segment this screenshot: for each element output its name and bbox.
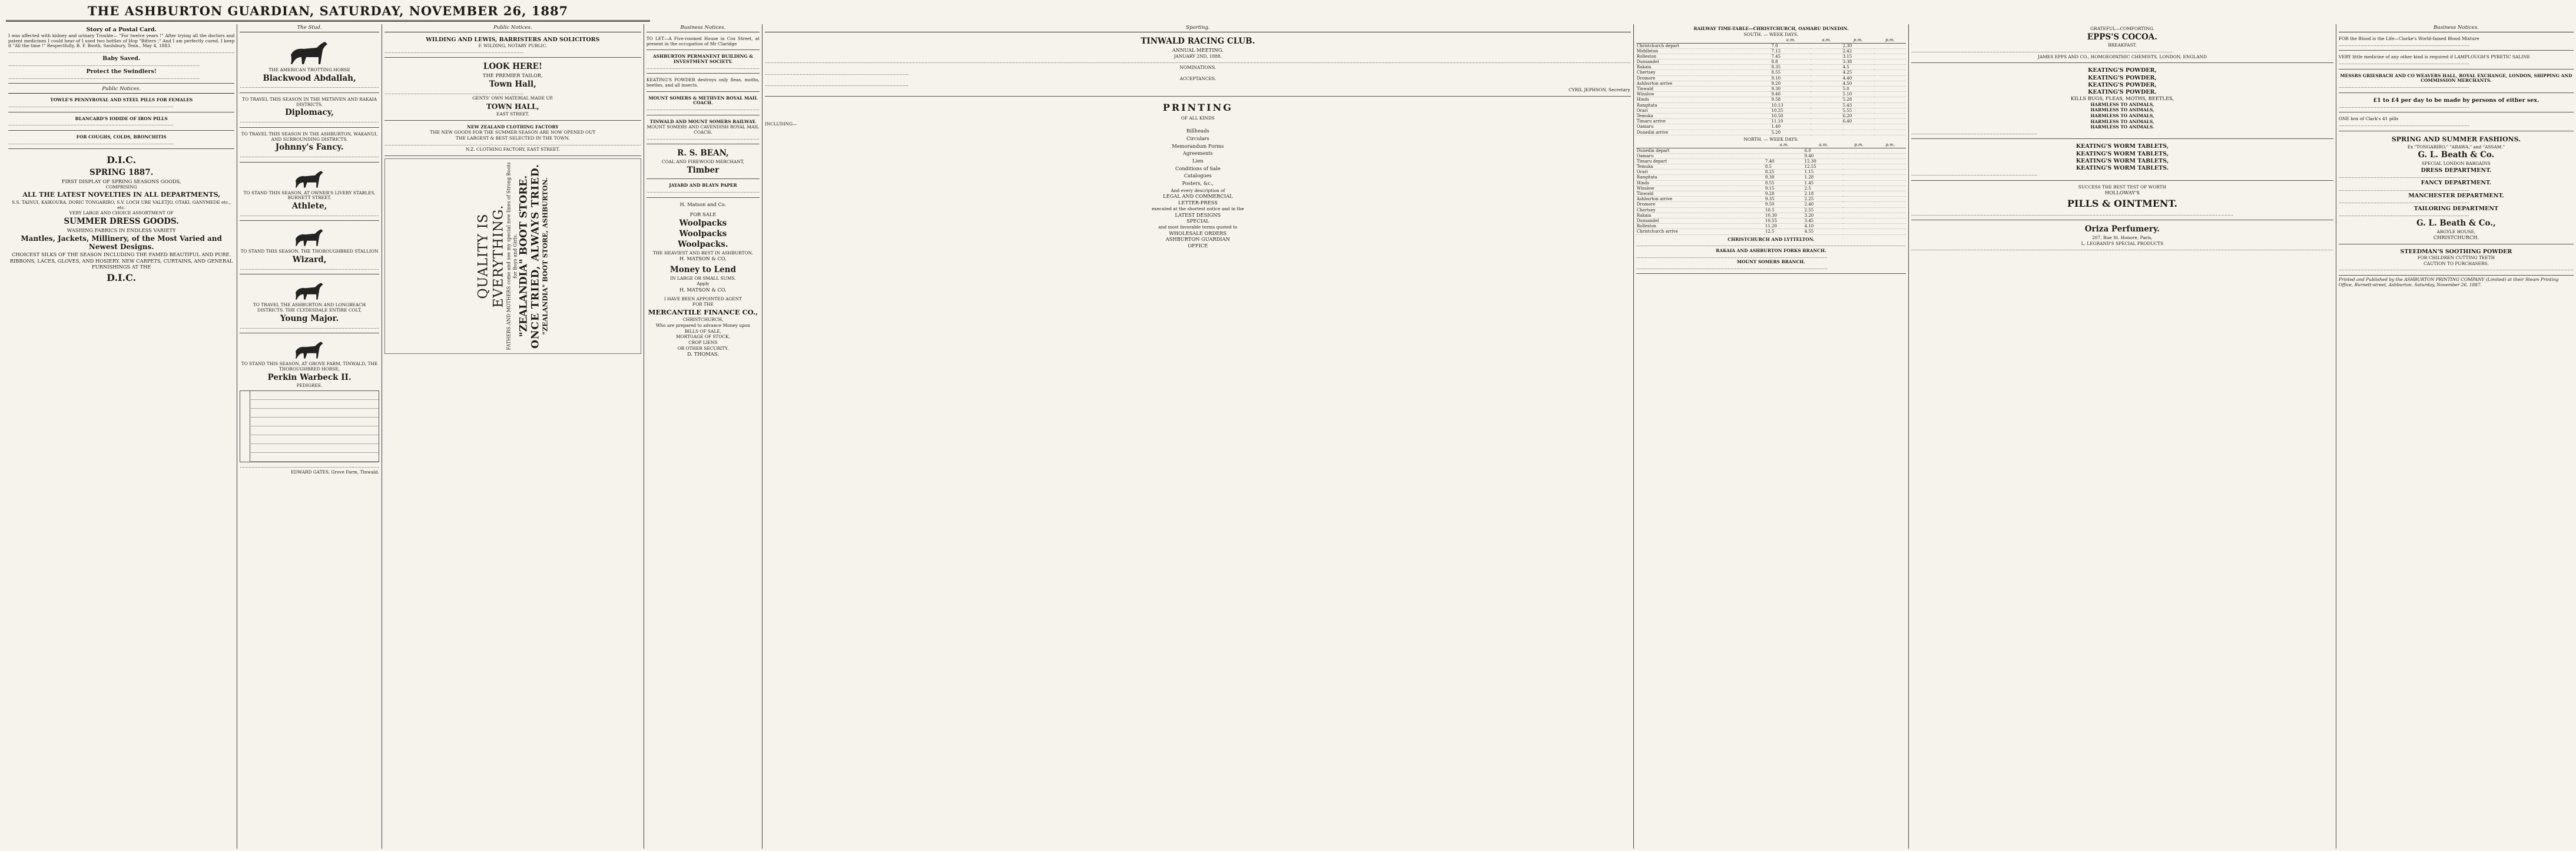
- timetable-row: Rolleston 11.20 4.10: [1636, 224, 1906, 229]
- harmless-line: HARMLESS TO ANIMALS,: [2090, 107, 2154, 113]
- timetable-row: Christchurch depart 7.0 2.30: [1636, 43, 1906, 48]
- story-title: Story of a Postal Card.: [86, 27, 157, 33]
- printing-item: Agreements: [1182, 150, 1213, 157]
- timetable-row: Rolleston 7.45 3.15: [1636, 54, 1906, 59]
- zealandia-boot-ad: QUALITY IS EVERYTHING. FATHERS AND MOTHERS come and see my special new lines of Strong Boots for Boys and Girls. "ZEALANDIA" BOOT STORE. ONCE TRIED, ALWAYS TRIED. "ZEALANDIA" BOOT STORE, ASHBURTON.: [384, 158, 641, 354]
- keatings-ad: KEATING'S POWDER, KEATING'S POWDER, KEATING'S POWDER, KEATING'S POWDER. KILLS BUGS, FLEAS, MOTHS, BEETLES, HARMLESS TO ANIMALS, HARMLESS TO ANIMALS, HARMLESS TO ANIMALS, HARMLESS TO ANIMALS, HARMLESS TO ANIMALS. ……………………………………………………………………………: [1911, 65, 2333, 139]
- story-ad: Story of a Postal Card. I was affected with kidney and urinary Trouble— "For twelve years !" After trying all the doctors and patent medicines I could hear of I used two bottles of Hop "Bitters ;" And I am perfectly cured. I keep it "All the time !" Respectfully, B. F. Booth, Saulsbury, Tenn., May 4, 1883. ………………………………………………………………………………………………………………………………………… Baby Saved. …………………………………………………………………………………………………………………… Protect the Swindlers! ……………………………………………………………………………………………………………………: [8, 24, 234, 84]
- timetable-row: Dunsandel 8.8 3.38: [1636, 59, 1906, 65]
- story-text: I was affected with kidney and urinary Trouble— "For twelve years !" After trying all the doctors and patent medicines I could hear of I used two bottles of Hop "Bitters ;" And I am perfectly cured. I keep it "All the time !" Respectfully, B. F. Booth, Saulsbury, Tenn., May 4, 1883.: [8, 33, 235, 49]
- worm-tablets-ad: KEATING'S WORM TABLETS, KEATING'S WORM TABLETS, KEATING'S WORM TABLETS, KEATING'S WORM TABLETS. ……………………………………………………………………………: [1911, 141, 2333, 180]
- column-7: [1909, 24, 2336, 849]
- coughs-title: FOR COUGHS, COLDS, BRONCHITIS: [76, 134, 167, 140]
- steedman-ad: STEEDMAN'S SOOTHING POWDER FOR CHILDREN CUTTING TEETH CAUTION TO PURCHASERS. ………………………………………………………………………………………………………………………………………………: [2339, 246, 2574, 276]
- blancard-title: BLANCARD'S IODIDE OF IRON PILLS: [75, 115, 168, 121]
- timetable-row: Dunedin arrive 5.20: [1636, 130, 1906, 135]
- masthead: THE ASHBURTON GUARDIAN, SATURDAY, NOVEMBER 26, 1887: [6, 4, 650, 22]
- timetable-row: Tinwald 9.28 2.18: [1636, 191, 1906, 197]
- clothing-factory-ad: NEW ZEALAND CLOTHING FACTORY THE NEW GOODS FOR THE SUMMER SEASON ARE NOW OPENED OUT THE LARGEST & BEST SELECTED IN THE TOWN. …………………………………………………………………………………………………………………………………………………………… N.Z. CLOTHING FACTORY, EAST STREET.: [384, 122, 641, 156]
- timetable-row: Ashburton arrive 9.35 2.25: [1636, 197, 1906, 202]
- timetable-row: Orari 8.25 1.15: [1636, 170, 1906, 175]
- stud-ad-6: TO TRAVEL THE ASHBURTON AND LONGBEACH DISTRICTS. THE CLYDESDALE ENTIRE COLT, Young Major. ……………………………………………………………………………………: [240, 276, 379, 333]
- timetable-row: Hinds 8.55 1.45: [1636, 180, 1906, 186]
- printing-item: Conditions of Sale: [1175, 165, 1221, 171]
- timetable-row: Tinwald 9.30 5.0: [1636, 87, 1906, 92]
- keatings-line: KEATING'S POWDER,: [2088, 67, 2157, 74]
- worm-tablets-line: KEATING'S WORM TABLETS,: [2076, 143, 2169, 150]
- holloway-ad: SUCCESS THE BEST TEST OF WORTH HOLLOWAY'S PILLS & OINTMENT. ……………………………………………………………………………………………………………………………………………………………………………………………………: [1911, 183, 2333, 221]
- stud-ad-5: TO STAND THIS SEASON. THE THOROUGHBRED STALLION Wizard, ……………………………………………………………………………………: [240, 223, 379, 274]
- epps-ad: GRATEFUL—COMFORTING. EPPS'S COCOA. BREAKFAST. ……………………………………………………………………………………………………………………………………………………………… JAMES EPPS AND CO., HOMOEOPATHIC CHEMISTS, LONDON, ENGLAND: [1911, 24, 2333, 63]
- swindlers-title: Protect the Swindlers!: [86, 68, 157, 75]
- beath-ad: SPRING AND SUMMER FASHIONS. Ex "TONGARIRO," "ARAWA," and "ASSAM." G. L. Beath & Co. SPECIAL LONDON BARGAINS DRESS DEPARTMENT. ……………………………………………………………………………… FANCY DEPARTMENT. ……………………………………………………………………………… MANCHESTER DEPARTMENT. ……………………………………………………………………………… TAILORING DEPARTMENT ……………………………………………………………………………… G. L. Beath & Co., ARGYLE HOUSE, CHRISTCHURCH.: [2339, 133, 2574, 244]
- timetable-row: Winslow 9.40 5.10: [1636, 92, 1906, 97]
- timetable-north: a.m. a.m. p.m. p.m. Dunedin depart 6.0 Oamaru 9.40 Timaru depart 7.40 12.30 Temuka 8.5 12.55 Orari 8.25 1.15 Rangitata 8.38 1.28 Hinds 8.55 1.45 Winslow 9.15 2.5 Tinwald 9.28 2.18 Ashburton arrive 9.35 2.25 Dromore 9.50 2.40 Chertsey 10.5 2.55 Rakaia 10.30 3.20 Dunsandel 10.55 3.45 Rolleston 11.20 4.10 Christchurch arrive 12.5 4.55: [1636, 143, 1906, 234]
- timetable-row: Timaru arrive 11.10 6.40: [1636, 119, 1906, 124]
- pedigree-table: [240, 390, 379, 462]
- harmless-line: HARMLESS TO ANIMALS.: [2090, 124, 2154, 130]
- filler-text: …………………………………………………………………………………………………………………………………………: [8, 49, 235, 55]
- timetable-row: Chertsey 8.55 4.25: [1636, 70, 1906, 75]
- timetable-row: Rakaia 8.35 4.5: [1636, 65, 1906, 70]
- section-sporting: Sporting.: [765, 24, 1631, 32]
- stud-ad-2: TO TRAVEL THIS SEASON IN THE METHVEN AND RAKAIA DISTRICTS. Diplomacy, ……………………………………………………………………………………: [240, 95, 379, 128]
- keatings-line: KEATING'S POWDER,: [2088, 74, 2157, 81]
- timetable-row: Chertsey 10.5 2.55: [1636, 207, 1906, 213]
- timetable-row: Christchurch arrive 12.5 4.55: [1636, 229, 1906, 234]
- column-2: [237, 24, 382, 849]
- worm-tablets-line: KEATING'S WORM TABLETS.: [2076, 164, 2169, 171]
- section-public-notices: Public Notices.: [8, 85, 234, 94]
- dic-title-2: D.I.C.: [107, 271, 137, 283]
- timetable-south: a.m. a.m. p.m. p.m. Christchurch depart 7.0 2.30 Middleton 7.12 2.42 Rolleston 7.45 3.15 Dunsandel 8.8 3.38 Rakaia 8.35 4.5 Chertsey 8.55 4.25 Dromore 9.10 4.40 Ashburton arrive 9.20 4.50 Tinwald 9.30 5.0 Winslow 9.40 5.10 Hinds 9.58 5.28 Rangitata 10.13 5.43 Orari 10.25 5.55 Temuka 10.50 6.20 Timaru arrive 11.10 6.40 Oamaru 1.40 Dunedin arrive 5.20: [1636, 38, 1906, 135]
- column-5: [762, 24, 1634, 849]
- towle-title: TOWLE'S PENNYROYAL AND STEEL PILLS FOR FEMALES: [50, 97, 193, 103]
- timetable-row: Orari 10.25 5.55: [1636, 108, 1906, 113]
- timetable-row: Temuka 8.5 12.55: [1636, 164, 1906, 170]
- timetable-row: Dromore 9.10 4.40: [1636, 75, 1906, 81]
- section-business-notices-8: Business Notices.: [2339, 24, 2574, 32]
- keatings-line: KEATING'S POWDER.: [2088, 88, 2157, 95]
- horse-icon: [292, 167, 327, 190]
- timetable-row: Winslow 9.15 2.5: [1636, 186, 1906, 191]
- tailor-ad: LOOK HERE! THE PREMIER TAILOR, Town Hall, …………………………………………………………………………………… GENTS' OWN MATERIAL MADE UP. TOWN HALL, EAST STREET.: [384, 59, 641, 120]
- columns: [6, 24, 2574, 849]
- timetable-row: Middleton 7.12 2.42: [1636, 48, 1906, 54]
- wilding-ad: WILDING AND LEWIS, BARRISTERS AND SOLICITORS F. WILDING, NOTARY PUBLIC. ……………………………………………………………………………………: [384, 34, 641, 58]
- timetable-row: Rakaia 10.30 3.20: [1636, 213, 1906, 218]
- section-stud: The Stud.: [240, 24, 379, 32]
- printing-item: Lien: [1192, 157, 1204, 164]
- printing-item: Memorandum Forms: [1172, 143, 1224, 149]
- timetable-row: Dromore 9.50 2.40: [1636, 202, 1906, 207]
- timetable-row: Hinds 9.58 5.28: [1636, 97, 1906, 102]
- towle-ad: TOWLE'S PENNYROYAL AND STEEL PILLS FOR FEMALES ……………………………………………………………………………………………………: [8, 95, 234, 112]
- timetable-row: Temuka 10.50 6.20: [1636, 113, 1906, 118]
- printing-item: Catalogues: [1183, 173, 1212, 179]
- coughs-ad: FOR COUGHS, COLDS, BRONCHITIS ……………………………………………………………………………………………………: [8, 133, 234, 149]
- printing-item: Circulars: [1186, 135, 1209, 141]
- harmless-line: HARMLESS TO ANIMALS,: [2090, 118, 2154, 124]
- section-public-notices-3: Public Notices.: [384, 24, 641, 32]
- timetable-row: Dunedin depart 6.0: [1636, 148, 1906, 153]
- column-6: [1634, 24, 1909, 849]
- printing-item: Billheads: [1186, 128, 1209, 134]
- keatings-line: KEATING'S POWDER,: [2088, 81, 2157, 88]
- stud-ad-4: TO STAND THIS SEASON, AT OWNER'S LIVERY STABLES, BURNETT STREET. Athlete, ……………………………………………………………………………………: [240, 164, 379, 221]
- stud-ad-7: TO STAND THIS SEASON, AT GROVE FARM, TINWALD, THE THOROUGHBRED HORSE, Perkin Warbeck II. PEDIGREE. …………………………………………………………………………………… EDWARD GATES, Grove Farm, Tinwald.: [240, 335, 379, 478]
- racing-club-ad: TINWALD RACING CLUB. ANNUAL MEETING. JANUARY 2ND, 1888. ………………………………………………………………………………………………………………………………………………………………………………………………………………………………………………………………………………………………………………………………………………………………………………………………………………………………………………………………………………………………………………………………………………… NOMINATIONS. ……………………………………………………………………………………… ACCEPTANCES. ……………………………………………………………………………………… CYRIL JEPHSON, Secretary.: [765, 34, 1631, 97]
- harmless-line: HARMLESS TO ANIMALS,: [2090, 101, 2154, 107]
- blancard-ad: BLANCARD'S IODIDE OF IRON PILLS ……………………………………………………………………………………………………: [8, 114, 234, 131]
- worm-tablets-line: KEATING'S WORM TABLETS,: [2076, 157, 2169, 164]
- baby-title: Baby Saved.: [102, 55, 141, 62]
- column-3: [382, 24, 644, 849]
- printing-ad: PRINTING OF ALL KINDS INCLUDING— Billheads Circulars Memorandum Forms Agreements Lien Conditions of Sale Catalogues Posters, &c., And every description of LEGAL AND COMMERCIAL LETTER-PRESS executed at the shortest notice and in the LATEST DESIGNS SPECIAL and most favorable terms quoted to WHOLESALE ORDERS ASHBURTON GUARDIAN OFFICE: [765, 98, 1631, 252]
- oriza-ad: Oriza Perfumery. 207, Rue St. Honore, Paris, L. LEGRAND'S SPECIAL PRODUCTS …………………………………………………………………………………………………………………………………………………………………………………………………………………………………………………………………: [1911, 224, 2333, 252]
- column-8: Business Notices. FOR the Blood is the Life—Clarke's World-famed Blood Mixture ……………………………………………………………………………… VERY little medicine of any other kind is required if LAMPLOUGH'S PYRETIC SALINE ……………………………………………………………………………… MESSRS GRIESBACH AND CO WEAVERS HALL, ROYAL EXCHANGE, LONDON, SHIPPING AND COMMISSION MERCHANTS. ……………………………………………………………………………… £1 to £4 per day to be made by persons of either sex. ……………………………………………………………………………… ONE box of Clark's 41 pills ……………………………………………………………………………… SPRING AND SUMMER FASHIONS. Ex "TONGARIRO," "ARAWA," and "ASSAM." G. L. Beath & Co. SPECIAL LONDON BARGAINS DRESS DEPARTMENT. ……………………………………………………………………………… FANCY DEPARTMENT. ……………………………………………………………………………… MANCHESTER DEPARTMENT. ……………………………………………………………………………… TAILORING DEPARTMENT ……………………………………………………………………………… G. L. Beath & Co., ARGYLE HOUSE, CHRISTCHURCH. STEEDMAN'S SOOTHING POWDER FOR CHILDREN CUTTING TEETH CAUTION TO PURCHASERS. ……………………………………………………………………………………………………………………………………………… Printed and Published by the ASHBURTON PRINTING COMPANY (Limited) at their Steam Printing Office, Burnett-street, Ashburton. Saturday, November 26, 1887.: [2338, 25, 2574, 287]
- stud-ad-1: THE AMERICAN TROTTING HORSE Blackwood Abdallah, ……………………………………………………………………………………: [240, 34, 379, 93]
- printing-items: [765, 128, 1631, 187]
- stud-owner: EDWARD GATES, Grove Farm, Tinwald.: [291, 469, 379, 475]
- section-business-notices: Business Notices.: [647, 24, 760, 32]
- horse-icon: [292, 338, 327, 360]
- printing-item: Posters, &c.,: [1182, 180, 1214, 187]
- horse-icon: [286, 37, 333, 67]
- column-4: Business Notices. TO LET—A Five-roomed House in Cox Street, at present in the occupation of Mr Claridge ASHBURTON PERMANENT BUILDING & INVESTMENT SOCIETY. …………………………………………………………………… KEATING'S POWDER destroys only fleas, moths, beetles, and all insects. MOUNT SOMERS & METHVEN ROYAL MAIL COACH. …………………………………………………………………… TINWALD AND MOUNT SOMERS RAILWAY. MOUNT SOMERS AND CAVENDISH ROYAL MAIL COACH. …………………………………………………………………… R. S. BEAN, COAL AND FIREWOOD MERCHANT, Timber JAYARD AND BLAYN PAPER …………………………………………………………………… H. Matson and Co. FOR SALE Woolpacks Woolpacks Woolpacks. THE HEAVIEST AND BEST IN ASHBURTON. H. MATSON & CO. Money to Lend IN LARGE OR SMALL SUMS. Apply H. MATSON & CO. I HAVE BEEN APPOINTED AGENT FOR THE MERCANTILE FINANCE CO., CHRISTCHURCH, Who are prepared to advance Money upon BILLS OF SALE, MORTGAGE OF STOCK, CROP LIENS OR OTHER SECURITY. D. THOMAS.: [644, 24, 762, 849]
- timetable-row: Ashburton arrive 9.20 4.50: [1636, 81, 1906, 86]
- timetable-row: Oamaru 9.40: [1636, 153, 1906, 158]
- timetable-row: Dunsandel 10.55 3.45: [1636, 218, 1906, 223]
- timetable-row: Rangitata 10.13 5.43: [1636, 102, 1906, 108]
- timetable-row: Rangitata 8.38 1.28: [1636, 175, 1906, 180]
- dic-ad: D.I.C. SPRING 1887. FIRST DISPLAY OF SPRING SEASONS GOODS, COMPRISING ALL THE LATEST NOVELTIES IN ALL DEPARTMENTS, S.S. TAINUI, KAIKOURA, DORIC TONGARIRO, S.V. LOCH URE VALETJO, OTAKI, GANYMEDE etc., etc. VERY LARGE AND CHOICE ASSORTMENT OF SUMMER DRESS GOODS. WASHING FABRICS IN ENDLESS VARIETY Mantles, Jackets, Millinery, of the Most Varied and Newest Designs. CHOICEST SILKS OF THE SEASON INCLUDING THE FAMED BEAUTIFUL AND PURE. RIBBONS, LACES, GLOVES, AND HOSIERY. NEW CARPETS, CURTAINS, AND GENERAL FURNISHINGS AT THE D.I.C.: [8, 151, 234, 288]
- railway-timetable: RAILWAY TIME-TABLE—CHRISTCHURCH, OAMARU DUNEDIN. SOUTH. — WEEK DAYS. a.m. a.m. p.m. p.m. Christchurch depart 7.0 2.30 Middleton 7.12 2.42 Rolleston 7.45 3.15 Dunsandel 8.8 3.38 Rakaia 8.35 4.5 Chertsey 8.55 4.25 Dromore 9.10 4.40 Ashburton arrive 9.20 4.50 Tinwald 9.30 5.0 Winslow 9.40 5.10 Hinds 9.58 5.28 Rangitata 10.13 5.43 Orari 10.25 5.55 Temuka 10.50 6.20 Timaru arrive 11.10 6.40 Oamaru 1.40 Dunedin arrive 5.20 NORTH. — WEEK DAYS. a.m. a.m. p.m. p.m. Dunedin depart 6.0 Oamaru 9.40 Timaru depart 7.40 12.30 Temuka 8.5 12.55 Orari 8.25 1.15 Rangitata 8.38 1.28 Hinds 8.55 1.45 Winslow 9.15 2.5 Tinwald 9.28 2.18 Ashburton arrive 9.35 2.25 Dromore 9.50 2.40 Chertsey 10.5 2.55 Rakaia 10.30 3.20 Dunsandel 10.55 3.45 Rolleston 11.20 4.10 Christchurch arrive 12.5 4.55 CHRISTCHURCH AND LYTTELTON. …………………………………………………………………………………………………………………………………………………………………… RAKAIA AND ASHBURTON FORKS BRANCH. …………………………………………………………………………………………………………………… MOUNT SOMERS BRANCH. ……………………………………………………………………………………………………………………: [1636, 24, 1906, 274]
- stud-ad-3: TO TRAVEL THIS SEASON IN THE ASHBURTON, WAKANUI, AND SURROUNDING DISTRICTS. Johnny's Fancy. ……………………………………………………………………………………: [240, 130, 379, 163]
- worm-tablets-line: KEATING'S WORM TABLETS,: [2076, 150, 2169, 157]
- horse-icon: [292, 226, 327, 248]
- horse-icon: [292, 279, 327, 302]
- harmless-line: HARMLESS TO ANIMALS,: [2090, 112, 2154, 118]
- imprint: Printed and Published by the ASHBURTON PRINTING COMPANY (Limited) at their Steam Printing Office, Burnett-street, Ashburton. Saturday, November 26, 1887.: [2338, 276, 2559, 287]
- matson-ad: H. Matson and Co. FOR SALE Woolpacks Woolpacks Woolpacks. THE HEAVIEST AND BEST IN ASHBURTON. H. MATSON & CO. Money to Lend IN LARGE OR SMALL SUMS. Apply H. MATSON & CO. I HAVE BEEN APPOINTED AGENT FOR THE MERCANTILE FINANCE CO., CHRISTCHURCH, Who are prepared to advance Money upon BILLS OF SALE, MORTGAGE OF STOCK, CROP LIENS OR OTHER SECURITY. D. THOMAS.: [648, 201, 758, 357]
- timetable-row: Oamaru 1.40: [1636, 124, 1906, 130]
- dic-title: D.I.C.: [107, 154, 137, 166]
- spring-title: SPRING 1887.: [89, 167, 154, 177]
- timetable-row: Timaru depart 7.40 12.30: [1636, 158, 1906, 164]
- column-1: [6, 24, 237, 849]
